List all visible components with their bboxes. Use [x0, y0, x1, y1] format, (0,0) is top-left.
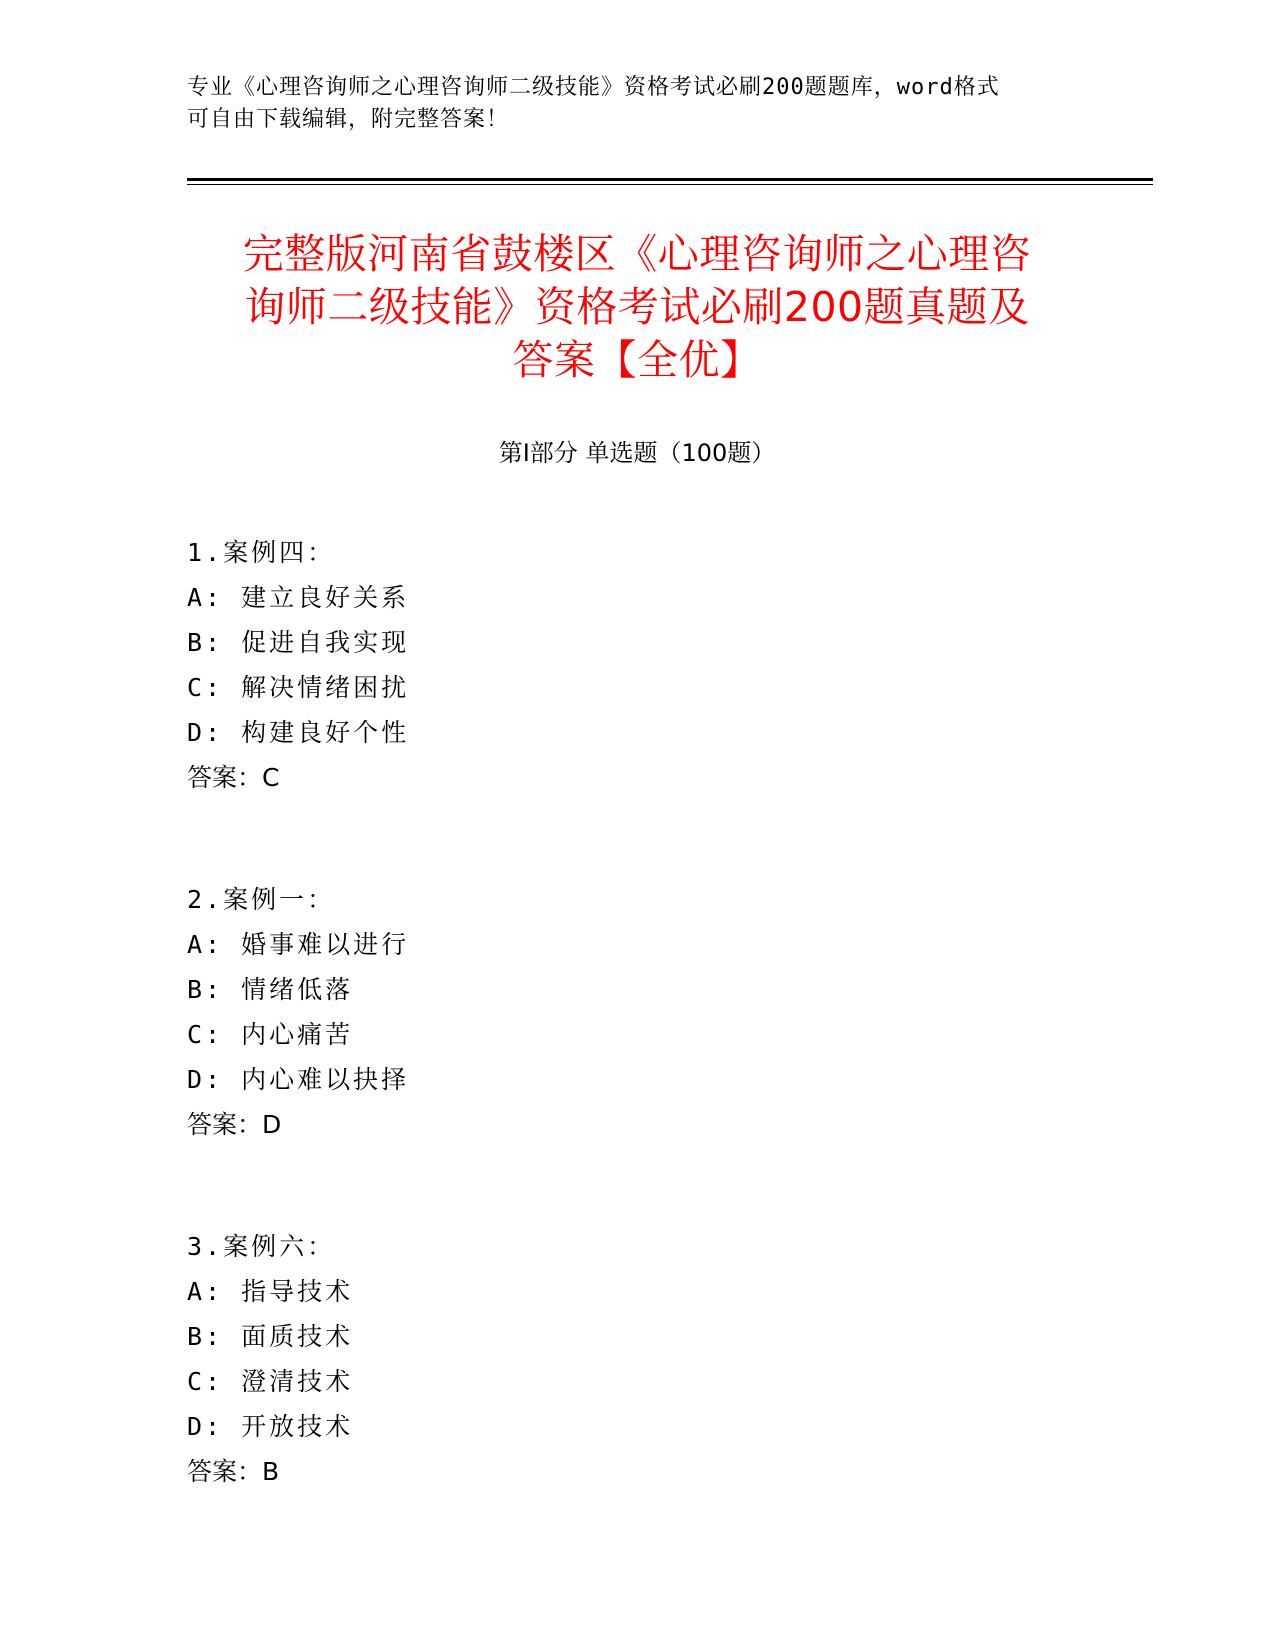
document-title-line: 询师二级技能》资格考试必刷200题真题及: [244, 283, 1030, 331]
answer-line: 答案：C: [187, 763, 280, 792]
question-stem: 3.案例六：: [187, 1232, 336, 1261]
header-note-line: 专业《心理咨询师之心理咨询师二级技能》资格考试必刷200题题库，word格式: [187, 75, 1000, 100]
option-b: B: 促进自我实现: [187, 628, 410, 657]
header-note-line: 可自由下载编辑，附完整答案！: [187, 107, 510, 132]
option-d: D: 开放技术: [187, 1412, 354, 1441]
option-b: B: 情绪低落: [187, 975, 354, 1004]
section-title: 第Ⅰ部分 单选题（100题）: [498, 439, 776, 467]
option-a: A: 指导技术: [187, 1277, 354, 1306]
question-block: [187, 530, 1087, 800]
option-c: C: 内心痛苦: [187, 1020, 354, 1049]
header-rule-thin: [187, 184, 1153, 185]
question-stem: 2.案例一：: [187, 885, 336, 914]
option-a: A: 建立良好关系: [187, 583, 410, 612]
question-list: [187, 530, 1087, 1571]
header-note: [187, 72, 1067, 136]
option-d: D: 构建良好个性: [187, 718, 410, 747]
option-a: A: 婚事难以进行: [187, 930, 410, 959]
document-title-line: 答案【全优】: [512, 336, 762, 384]
answer-line: 答案：B: [187, 1457, 280, 1486]
option-c: C: 澄清技术: [187, 1367, 354, 1396]
answer-line: 答案：D: [187, 1110, 282, 1139]
header-rule-thick: [187, 178, 1153, 181]
option-c: C: 解决情绪困扰: [187, 673, 410, 702]
question-stem: 1.案例四：: [187, 538, 336, 567]
document-title: [187, 228, 1087, 387]
option-d: D: 内心难以抉择: [187, 1065, 410, 1094]
question-block: [187, 877, 1087, 1147]
question-block: [187, 1224, 1087, 1494]
document-title-line: 完整版河南省鼓楼区《心理咨询师之心理咨: [242, 230, 1032, 278]
option-b: B: 面质技术: [187, 1322, 354, 1351]
